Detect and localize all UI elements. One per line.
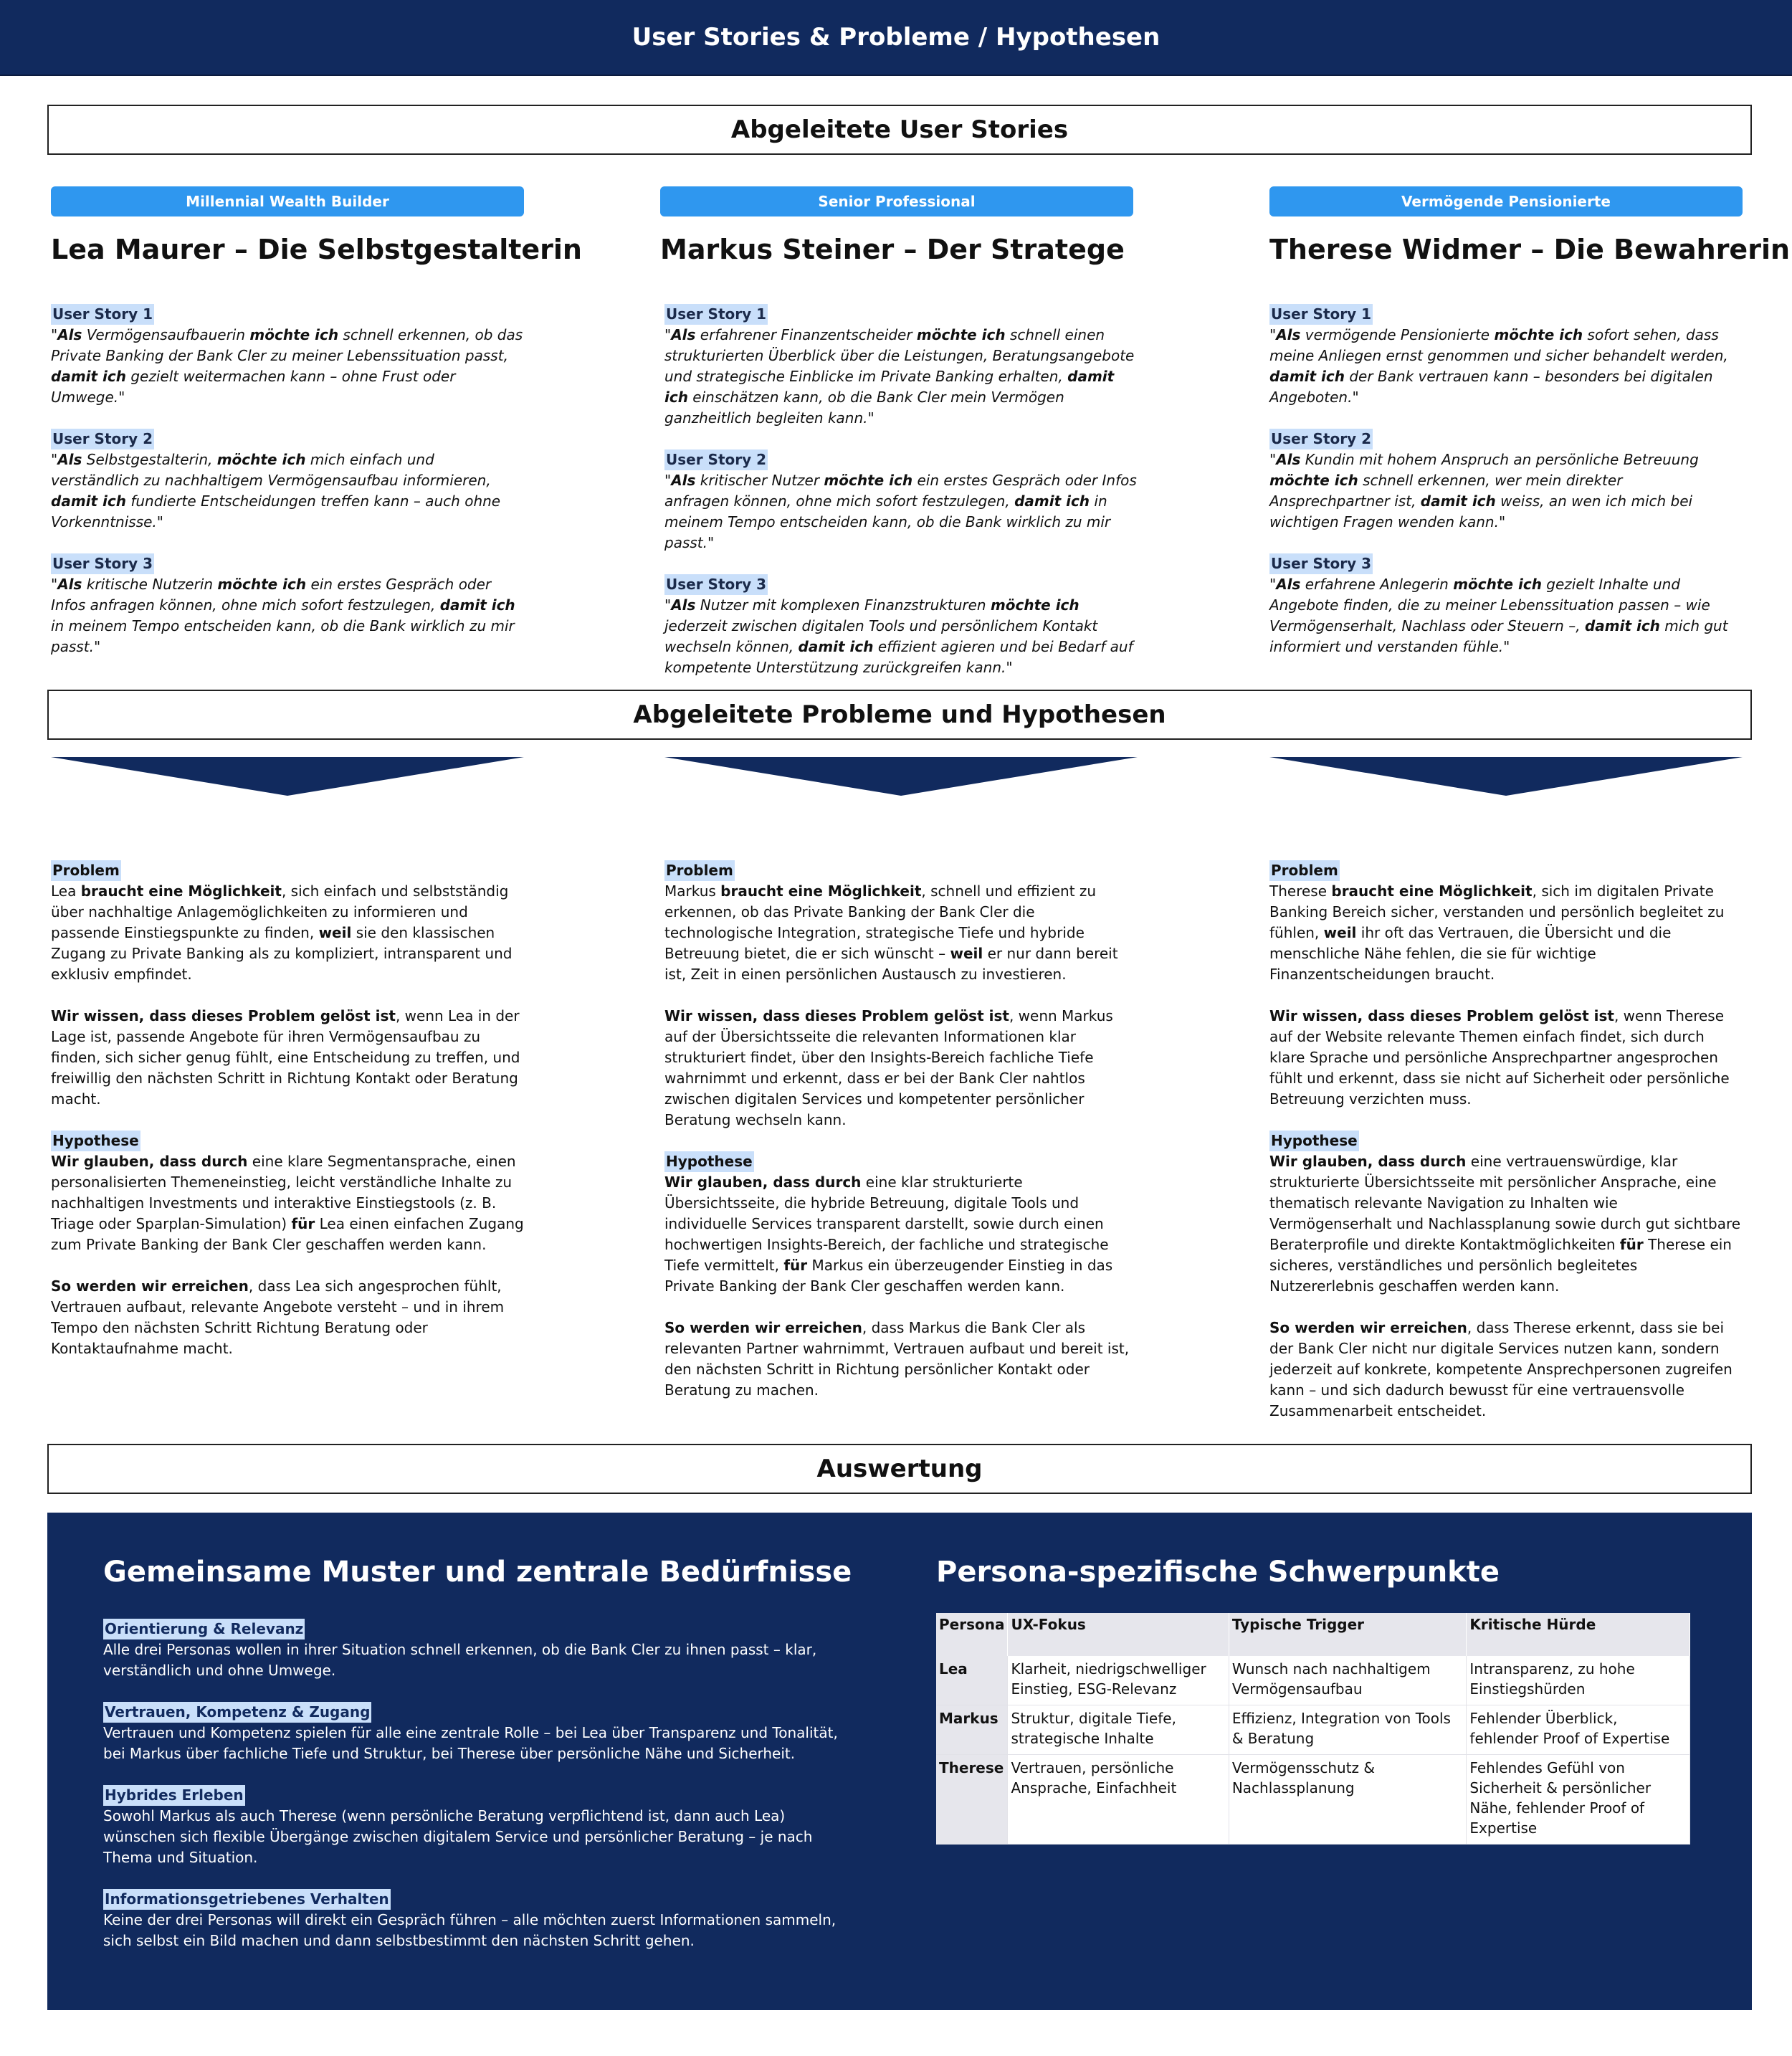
hypothesis-text: Wir glauben, dass durch eine klare Segmentansprache, einen personalisierten Themeneinstieg, leicht verständliche Inhalte zu nachhaltigen Investments und interaktive Einstiegstools (z. B. Triage oder Sparplan-Simulation) für Lea einen einfachen Zugang zum Private Banking der Bank Cler geschaffen werden kann. [51, 1153, 524, 1253]
table-cell: Intransparenz, zu hohe Einstiegshürden [1467, 1656, 1690, 1705]
page-title: User Stories & Probleme / Hypothesen [632, 23, 1160, 52]
user-story-text: "Als vermögende Pensionierte möchte ich sofort sehen, dass meine Anliegen ernst genommen und sicher behandelt werden, damit ich der Bank vertrauen kann – besonders bei digitalen Angeboten." [1269, 326, 1728, 406]
table-header-row [936, 1613, 1690, 1656]
hypothesis-text: Wir glauben, dass durch eine klar strukturierte Übersichtsseite, die hybride Betreuung, digitale Tools und individuelle Services transparent darstellt, sowie durch einen hochwertigen Insights-Bereich, der fachliche und strategische Tiefe vermittelt, für Markus ein überzeugender Einstieg in das Private Banking der Bank Cler geschaffen werden kann. [664, 1174, 1113, 1295]
table-header-cell: Typische Trigger [1229, 1613, 1467, 1656]
problem-text: Lea braucht eine Möglichkeit, sich einfach und selbstständig über nachhaltige Anlagemöglichkeiten zu informieren und passende Einstiegspunkte zu finden, weil sie den klassischen Zugang zu Private Banking als zu kompliziert, intransparent und exklusiv empfindet. [51, 882, 513, 983]
problem-label: Problem [664, 860, 735, 881]
segment-badge: Senior Professional [660, 186, 1133, 216]
user-story-text: "Als Nutzer mit komplexen Finanzstrukturen möchte ich jederzeit zwischen digitalen Tools und persönlichem Kontakt wechseln können, damit ich effizient agieren und bei Bedarf auf kompetente Unterstützung zurückgreifen kann." [664, 596, 1133, 676]
table-cell: Fehlendes Gefühl von Sicherheit & persönlicher Nähe, fehlender Proof of Expertise [1467, 1755, 1690, 1845]
evaluation-panel [47, 1513, 1752, 2010]
problem-hypothesis-therese [1269, 860, 1743, 1442]
chevron-down-icon [664, 757, 1138, 796]
hypothesis-label: Hypothese [664, 1151, 754, 1172]
user-story-text: "Als Selbstgestalterin, möchte ich mich einfach und verständlich zu nachhaltigem Vermögensaufbau informieren, damit ich fundierte Entscheidungen treffen kann – auch ohne Vorkenntnisse." [51, 451, 501, 530]
problem-hypothesis-markus [664, 860, 1138, 1422]
table-cell-persona: Therese [936, 1755, 1008, 1845]
persona-name: Lea Maurer – Die Selbstgestalterin [51, 234, 582, 265]
table-row [936, 1705, 1690, 1755]
table-header-cell: Persona [936, 1613, 1008, 1656]
hypothesis-label: Hypothese [1269, 1131, 1359, 1151]
table-cell: Wunsch nach nachhaltigem Vermögensaufbau [1229, 1656, 1467, 1705]
persona-column-lea [51, 186, 582, 265]
user-stories-markus [664, 304, 1138, 699]
user-story-label: User Story 1 [51, 304, 154, 325]
persona-name: Therese Widmer – Die Bewahrerin [1269, 234, 1791, 265]
user-story-label: User Story 2 [51, 429, 154, 449]
need-text: Sowohl Markus als auch Therese (wenn persönliche Beratung verpflichtend ist, dann auch Lea) wünschen sich flexible Übergänge zwischen digitalem Service und persönlicher Beratung – je nach Thema und Situation. [103, 1807, 813, 1866]
user-story-label: User Story 1 [1269, 304, 1373, 325]
table-cell: Struktur, digitale Tiefe, strategische Inhalte [1008, 1705, 1229, 1755]
chevron-down-icon [51, 757, 524, 796]
user-story-text: "Als erfahrene Anlegerin möchte ich gezielt Inhalte und Angebote finden, die zu meiner Lebenssituation passen – wie Vermögenserhalt, Nachlass oder Steuern –, damit ich mich gut informiert und verstanden fühle." [1269, 576, 1728, 655]
section-user-stories [47, 105, 1752, 155]
table-cell: Fehlender Überblick, fehlender Proof of Expertise [1467, 1705, 1690, 1755]
outcome-text: So werden wir erreichen, dass Lea sich angesprochen fühlt, Vertrauen aufbaut, relevante Angebote versteht – und in ihrem Tempo den nächsten Schritt Richtung Beratung oder Kontaktaufnahme macht. [51, 1277, 505, 1357]
user-story-text: "Als Kundin mit hohem Anspruch an persönliche Betreuung möchte ich schnell erkennen, wer mein direkter Ansprechpartner ist, damit ich weiss, an wen ich mich bei wichtigen Fragen wenden kann." [1269, 451, 1699, 530]
table-cell: Klarheit, niedrigschwelliger Einstieg, ESG-Relevanz [1008, 1656, 1229, 1705]
need-title: Orientierung & Relevanz [103, 1619, 305, 1639]
user-story-text: "Als kritischer Nutzer möchte ich ein erstes Gespräch oder Infos anfragen können, ohne mich sofort festzulegen, damit ich in meinem Tempo entscheiden kann, ob die Bank wirklich zu mir passt." [664, 472, 1137, 551]
section-title-evaluation: Auswertung [816, 1455, 983, 1483]
persona-focus-table [936, 1613, 1690, 1845]
user-story-text: "Als erfahrener Finanzentscheider möchte ich schnell einen strukturierten Überblick über die Leistungen, Beratungsangebote und strategische Einblicke im Private Banking erhalten, damit ich einschätzen kann, ob die Bank Cler mein Vermögen ganzheitlich begleiten kann." [664, 326, 1135, 427]
chevron-down-icon [1269, 757, 1743, 796]
need-title: Hybrides Erleben [103, 1785, 245, 1806]
outcome-text: So werden wir erreichen, dass Markus die Bank Cler als relevanten Partner wahrnimmt, Vertrauen aufbaut und bereit ist, den nächsten Schritt in Richtung persönlicher Kontakt oder Beratung zu machen. [664, 1319, 1130, 1399]
table-cell: Vertrauen, persönliche Ansprache, Einfachheit [1008, 1755, 1229, 1845]
page-header [0, 0, 1792, 76]
problem-hypothesis-lea [51, 860, 524, 1380]
table-header-cell: Kritische Hürde [1467, 1613, 1690, 1656]
problem-label: Problem [51, 860, 121, 881]
need-text: Keine der drei Personas will direkt ein Gespräch führen – alle möchten zuerst Informationen sammeln, sich selbst ein Bild machen und dann selbstbestimmt den nächsten Schritt gehen. [103, 1911, 837, 1949]
segment-badge: Millennial Wealth Builder [51, 186, 524, 216]
persona-name: Markus Steiner – Der Stratege [660, 234, 1125, 265]
need-text: Alle drei Personas wollen in ihrer Situation schnell erkennen, ob die Bank Cler zu ihnen passt – klar, verständlich und ohne Umwege. [103, 1641, 817, 1679]
problem-text: Markus braucht eine Möglichkeit, schnell und effizient zu erkennen, ob das Private Banking der Bank Cler die technologische Integration, strategische Tiefe und hybride Betreuung bietet, die er sich wünscht – weil er nur dann bereit ist, Zeit in einen persönlichen Austausch zu investieren. [664, 882, 1118, 983]
hypothesis-label: Hypothese [51, 1131, 140, 1151]
section-problems [47, 690, 1752, 740]
needs-title: Gemeinsame Muster und zentrale Bedürfnisse [103, 1556, 852, 1589]
user-story-label: User Story 3 [1269, 553, 1373, 574]
user-stories-therese [1269, 304, 1743, 678]
user-story-label: User Story 2 [1269, 429, 1373, 449]
need-title: Informationsgetriebenes Verhalten [103, 1889, 391, 1910]
problem-label: Problem [1269, 860, 1340, 881]
user-story-text: "Als kritische Nutzerin möchte ich ein erstes Gespräch oder Infos anfragen können, ohne mich sofort festzulegen, damit ich in meinem Tempo entscheiden kann, ob die Bank wirklich zu mir passt." [51, 576, 515, 655]
user-stories-lea [51, 304, 524, 678]
need-title: Vertrauen, Kompetenz & Zugang [103, 1702, 371, 1723]
section-title-user-stories: Abgeleitete User Stories [730, 115, 1069, 144]
section-evaluation [47, 1444, 1752, 1494]
user-story-label: User Story 3 [51, 553, 154, 574]
solved-criteria-text: Wir wissen, dass dieses Problem gelöst ist, wenn Markus auf der Übersichtsseite die relevanten Informationen klar strukturiert findet, über den Insights-Bereich fachliche Tiefe wahrnimmt und erkennt, dass er bei der Bank Cler nahtlos zwischen digitalen Services und kompetenter persönlicher Beratung wechseln kann. [664, 1007, 1113, 1128]
user-story-label: User Story 2 [664, 449, 768, 470]
persona-column-therese [1269, 186, 1791, 265]
table-cell-persona: Markus [936, 1705, 1008, 1755]
user-story-label: User Story 3 [664, 574, 768, 595]
needs-list [103, 1619, 856, 1972]
need-text: Vertrauen und Kompetenz spielen für alle eine zentrale Rolle – bei Lea über Transparenz und Tonalität, bei Markus über fachliche Tiefe und Struktur, bei Therese über persönliche Nähe und Sicherheit. [103, 1724, 838, 1762]
table-row [936, 1656, 1690, 1705]
table-cell: Effizienz, Integration von Tools & Beratung [1229, 1705, 1467, 1755]
section-title-problems: Abgeleitete Probleme und Hypothesen [633, 700, 1166, 729]
problem-text: Therese braucht eine Möglichkeit, sich im digitalen Private Banking Bereich sicher, verstanden und persönlich begleitet zu fühlen, weil ihr oft das Vertrauen, die Übersicht und die menschliche Nähe fehlen, die sie für wichtige Finanzentscheidungen braucht. [1269, 882, 1725, 983]
solved-criteria-text: Wir wissen, dass dieses Problem gelöst ist, wenn Therese auf der Website relevante Themen einfach findet, sich durch klare Sprache und persönliche Ansprechpartner angesprochen fühlt und erkennt, dass sie nicht auf Sicherheit oder persönliche Betreuung verzichten muss. [1269, 1007, 1730, 1108]
table-row [936, 1755, 1690, 1845]
hypothesis-text: Wir glauben, dass durch eine vertrauenswürdige, klar strukturierte Übersichtsseite mit persönlicher Ansprache, eine thematisch relevante Navigation zu Inhalten wie Vermögenserhalt und Nachlassplanung sowie durch gut sichtbare Beraterprofile und direkte Kontaktmöglichkeiten für Therese ein sicheres, verständliches und persönlich begleitetes Nutzererlebnis geschaffen werden kann. [1269, 1153, 1741, 1295]
user-story-label: User Story 1 [664, 304, 768, 325]
persona-column-markus [660, 186, 1133, 265]
outcome-text: So werden wir erreichen, dass Therese erkennt, dass sie bei der Bank Cler nicht nur digitale Services nutzen kann, sondern jederzeit auf konkrete, kompetente Ansprechpersonen zugreifen kann – und sich dadurch bewusst für eine vertrauensvolle Zusammenarbeit entscheidet. [1269, 1319, 1733, 1419]
table-cell-persona: Lea [936, 1656, 1008, 1705]
table-cell: Vermögensschutz & Nachlassplanung [1229, 1755, 1467, 1845]
user-story-text: "Als Vermögensaufbauerin möchte ich schnell erkennen, ob das Private Banking der Bank Cler zu meiner Lebenssituation passt, damit ich gezielt weitermachen kann – ohne Frust oder Umwege." [51, 326, 523, 406]
segment-badge: Vermögende Pensionierte [1269, 186, 1743, 216]
solved-criteria-text: Wir wissen, dass dieses Problem gelöst ist, wenn Lea in der Lage ist, passende Angebote für ihren Vermögensaufbau zu finden, sich sicher genug fühlt, eine Entscheidung zu treffen, und freiwillig den nächsten Schritt in Richtung Kontakt oder Beratung macht. [51, 1007, 520, 1108]
table-header-cell: UX-Fokus [1008, 1613, 1229, 1656]
focus-title: Persona-spezifische Schwerpunkte [936, 1556, 1500, 1589]
